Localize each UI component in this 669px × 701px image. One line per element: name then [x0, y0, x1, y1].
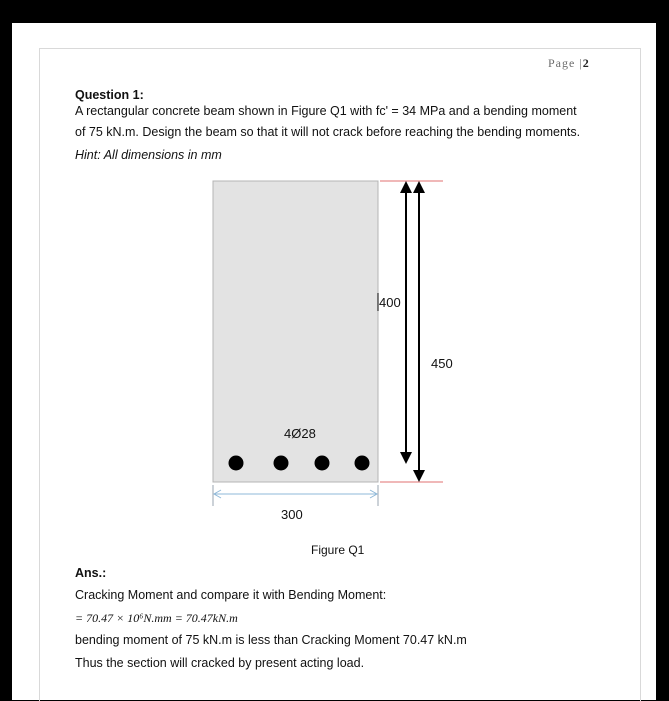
question-hint: Hint: All dimensions in mm	[75, 148, 222, 162]
width-label: 300	[281, 507, 303, 522]
width-dimension	[213, 485, 378, 522]
figure-caption: Figure Q1	[311, 543, 365, 557]
answer-line-4: Thus the section will cracked by present acting load.	[75, 656, 365, 670]
page-label: Page	[548, 56, 576, 70]
answer-line-3: bending moment of 75 kN.m is less than Cracking Moment 70.47 kN.m	[75, 633, 467, 647]
answer-equation: = 70.47 × 10⁶N.mm = 70.47kN.m	[75, 611, 238, 625]
rebar-4	[355, 456, 370, 471]
total-height-label: 450	[431, 356, 453, 371]
rebar-label: 4Ø28	[284, 426, 316, 441]
page-number: Page |2	[548, 56, 590, 70]
effective-depth-label: 400	[379, 295, 401, 310]
question-text-line-2: of 75 kN.m. Design the beam so that it will not crack before reaching the bending moments.	[75, 125, 581, 139]
total-height-dimension	[413, 181, 453, 482]
page-number-value: 2	[582, 56, 590, 70]
rebar-3	[315, 456, 330, 471]
answer-line-1: Cracking Moment and compare it with Bending Moment:	[75, 588, 387, 602]
answer-title: Ans.:	[75, 566, 107, 580]
question-title: Question 1:	[75, 88, 144, 102]
rebar-1	[229, 456, 244, 471]
effective-depth-dimension	[378, 181, 412, 464]
rebar-2	[274, 456, 289, 471]
question-text-line-1: A rectangular concrete beam shown in Figure Q1 with fc' = 34 MPa and a bending moment	[75, 104, 577, 118]
